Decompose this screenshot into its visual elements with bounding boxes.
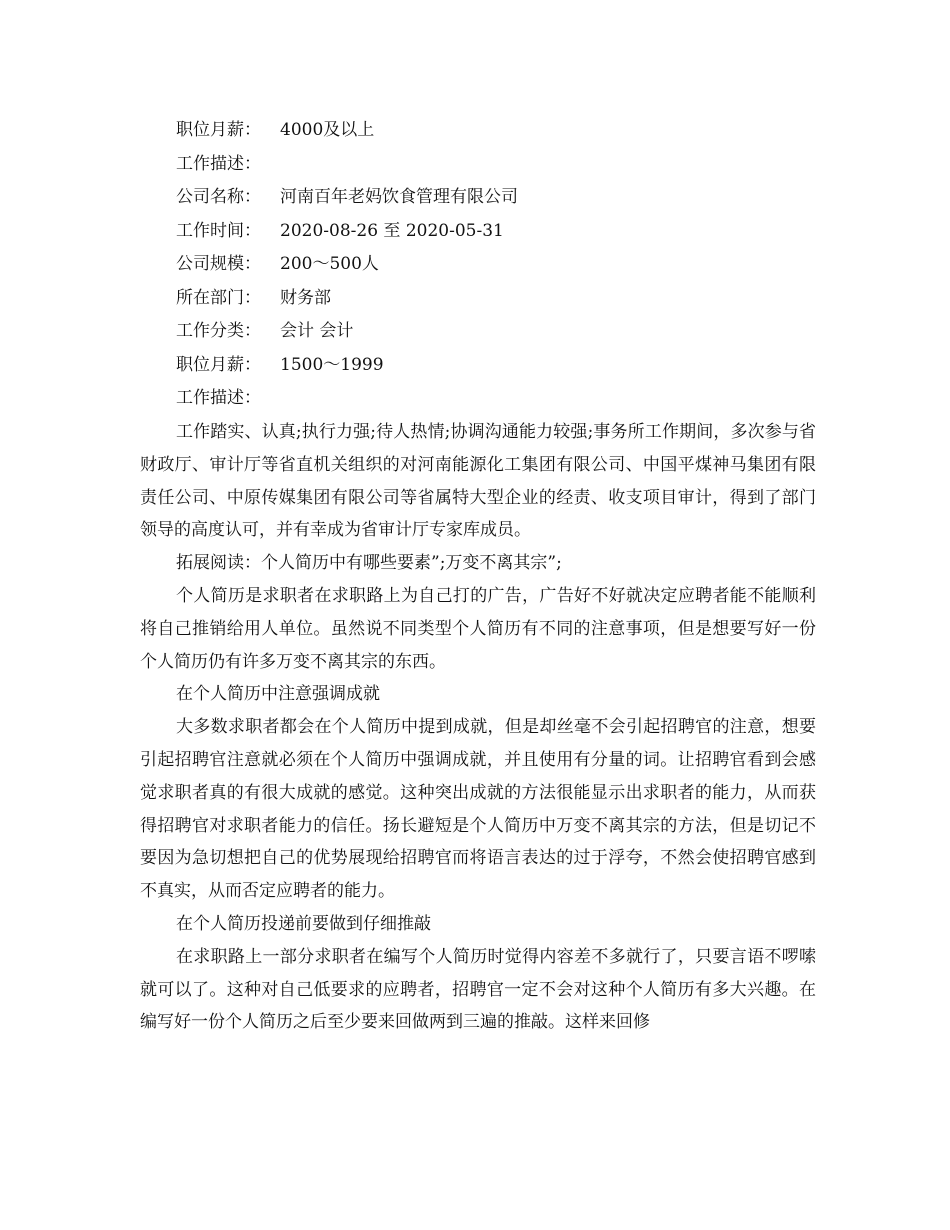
field-label: 公司名称：	[176, 187, 261, 207]
section-heading-review: 在个人简历投递前要做到仔细推敲	[176, 913, 431, 934]
field-label: 工作描述：	[176, 388, 261, 408]
field-label: 工作分类：	[176, 321, 261, 341]
field-value: 1500～1999	[280, 354, 384, 375]
resume-fields	[176, 114, 816, 416]
section-heading-achievements: 在个人简历中注意强调成就	[176, 684, 380, 705]
paragraph-achievements: 大多数求职者都会在个人简历中提到成就，但是却丝毫不会引起招聘官的注意，想要引起招聘官注意就必须在个人简历中强调成就，并且使用有分量的词。让招聘官看到会感觉求职者真的有很大成就的感觉。这种突出成就的方法很能显示出求职者的能力，从而获得招聘官对求职者能力的信任。扬长避短是个人简历中万变不离其宗的方法，但是切记不要因为急切想把自己的优势展现给招聘官而将语言表达的过于浮夸，不然会使招聘官感到不真实，从而否定应聘者的能力。	[140, 717, 816, 902]
field-value: 200～500人	[280, 254, 379, 274]
field-label: 工作时间：	[176, 220, 261, 241]
body-text	[140, 416, 816, 1039]
paragraph-extended-reading: 拓展阅读：个人简历中有哪些要素”;万变不离其宗”;	[176, 553, 562, 574]
field-value: 河南百年老妈饮食管理有限公司	[280, 187, 518, 207]
field-label: 所在部门：	[176, 287, 261, 308]
field-salary-1	[176, 114, 816, 148]
paragraph-work-summary: 工作踏实、认真;执行力强;待人热情;协调沟通能力较强;事务所工作期间，多次参与省财政厅、审计厅等省直机关组织的对河南能源化工集团有限公司、中国平煤神马集团有限责任公司、中原传媒集团有限公司等省属特大型企业的经责、收支项目审计，得到了部门领导的高度认可，并有幸成为省审计厅专家库成员。	[140, 422, 816, 541]
field-description-1	[176, 148, 816, 182]
field-job-category	[176, 315, 816, 349]
field-value: 财务部	[280, 287, 331, 308]
field-value: 会计 会计	[280, 321, 354, 341]
paragraph-review: 在求职路上一部分求职者在编写个人简历时觉得内容差不多就行了，只要言语不啰嗦就可以了。这种对自己低要求的应聘者，招聘官一定不会对这种个人简历有多大兴趣。在编写好一份个人简历之后至少要来回做两到三遍的推敲。这样来回修	[140, 946, 816, 1033]
field-value: 2020-08-26 至 2020-05-31	[280, 220, 504, 241]
field-work-period	[176, 215, 816, 249]
field-company-size	[176, 248, 816, 282]
paragraph-resume-intro: 个人简历是求职者在求职路上为自己打的广告，广告好不好就决定应聘者能不能顺利将自己推销给用人单位。虽然说不同类型个人简历有不同的注意事项，但是想要写好一份个人简历仍有许多万变不离其宗的东西。	[140, 585, 816, 672]
field-label: 工作描述：	[176, 153, 261, 174]
field-label: 公司规模：	[176, 254, 261, 274]
field-company-name	[176, 181, 816, 215]
field-value: 4000及以上	[280, 120, 375, 140]
field-label: 职位月薪：	[176, 120, 261, 140]
field-salary-2	[176, 349, 816, 383]
field-label: 职位月薪：	[176, 354, 261, 375]
field-department	[176, 282, 816, 316]
field-description-2	[176, 382, 816, 416]
